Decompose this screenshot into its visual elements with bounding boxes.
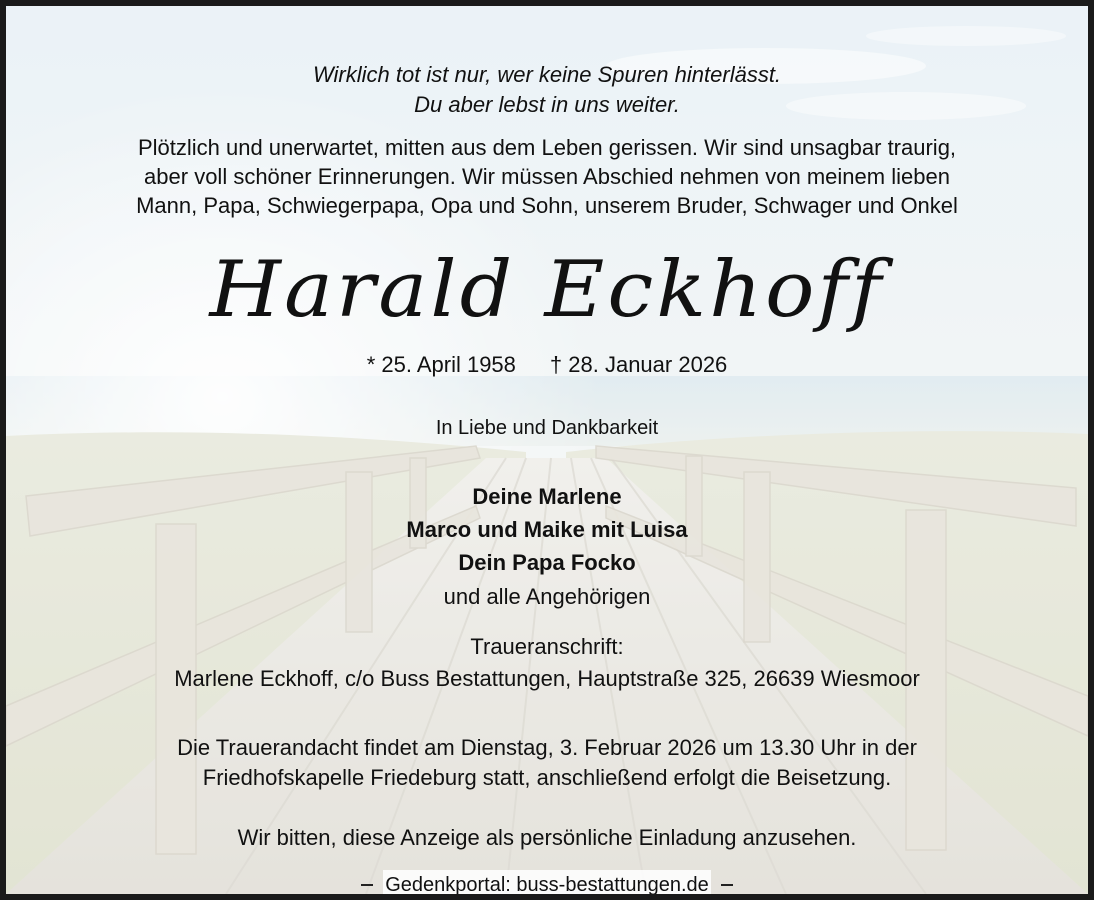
mourner-line: und alle Angehörigen bbox=[443, 584, 651, 609]
mourner-line: Deine Marlene bbox=[472, 484, 622, 509]
deceased-name: Harald Eckhoff bbox=[209, 245, 885, 335]
footer-rule-left bbox=[361, 884, 373, 886]
gratitude-line: In Liebe und Dankbarkeit bbox=[435, 417, 659, 439]
footer bbox=[6, 870, 1088, 900]
birth-date: * 25. April 1958 bbox=[366, 352, 516, 377]
notice-content bbox=[6, 6, 1088, 894]
life-dates bbox=[6, 350, 1088, 380]
memorial-portal-link[interactable]: Gedenkportal: buss-bestattungen.de bbox=[383, 870, 711, 900]
intro-line-1: Plötzlich und unerwartet, mitten aus dem Leben gerissen. Wir sind unsagbar traurig, bbox=[137, 135, 957, 160]
address-label: Traueranschrift: bbox=[470, 634, 624, 659]
service-line-1: Die Trauerandacht findet am Dienstag, 3. Februar 2026 um 13.30 Uhr in der bbox=[177, 735, 917, 760]
service-line-2: Friedhofskapelle Friedeburg statt, anschließend erfolgt die Beisetzung. bbox=[202, 765, 892, 790]
motto-line-1: Wirklich tot ist nur, wer keine Spuren hinterlässt. bbox=[312, 62, 782, 87]
death-date: † 28. Januar 2026 bbox=[549, 352, 728, 377]
motto bbox=[6, 60, 1088, 120]
mourner-line: Dein Papa Focko bbox=[458, 550, 636, 575]
intro-line-2: aber voll schöner Erinnerungen. Wir müssen Abschied nehmen von meinem lieben bbox=[144, 164, 950, 189]
footer-rule-right bbox=[721, 884, 733, 886]
invitation-line: Wir bitten, diese Anzeige als persönliche Einladung anzusehen. bbox=[237, 825, 857, 850]
motto-line-2: Du aber lebst in uns weiter. bbox=[414, 92, 680, 117]
intro-line-3: Mann, Papa, Schwiegerpapa, Opa und Sohn, unserem Bruder, Schwager und Onkel bbox=[136, 193, 958, 218]
intro-text bbox=[6, 133, 1088, 220]
mourner-line: Marco und Maike mit Luisa bbox=[406, 517, 688, 542]
address-value: Marlene Eckhoff, c/o Buss Bestattungen, Hauptstraße 325, 26639 Wiesmoor bbox=[174, 666, 920, 691]
